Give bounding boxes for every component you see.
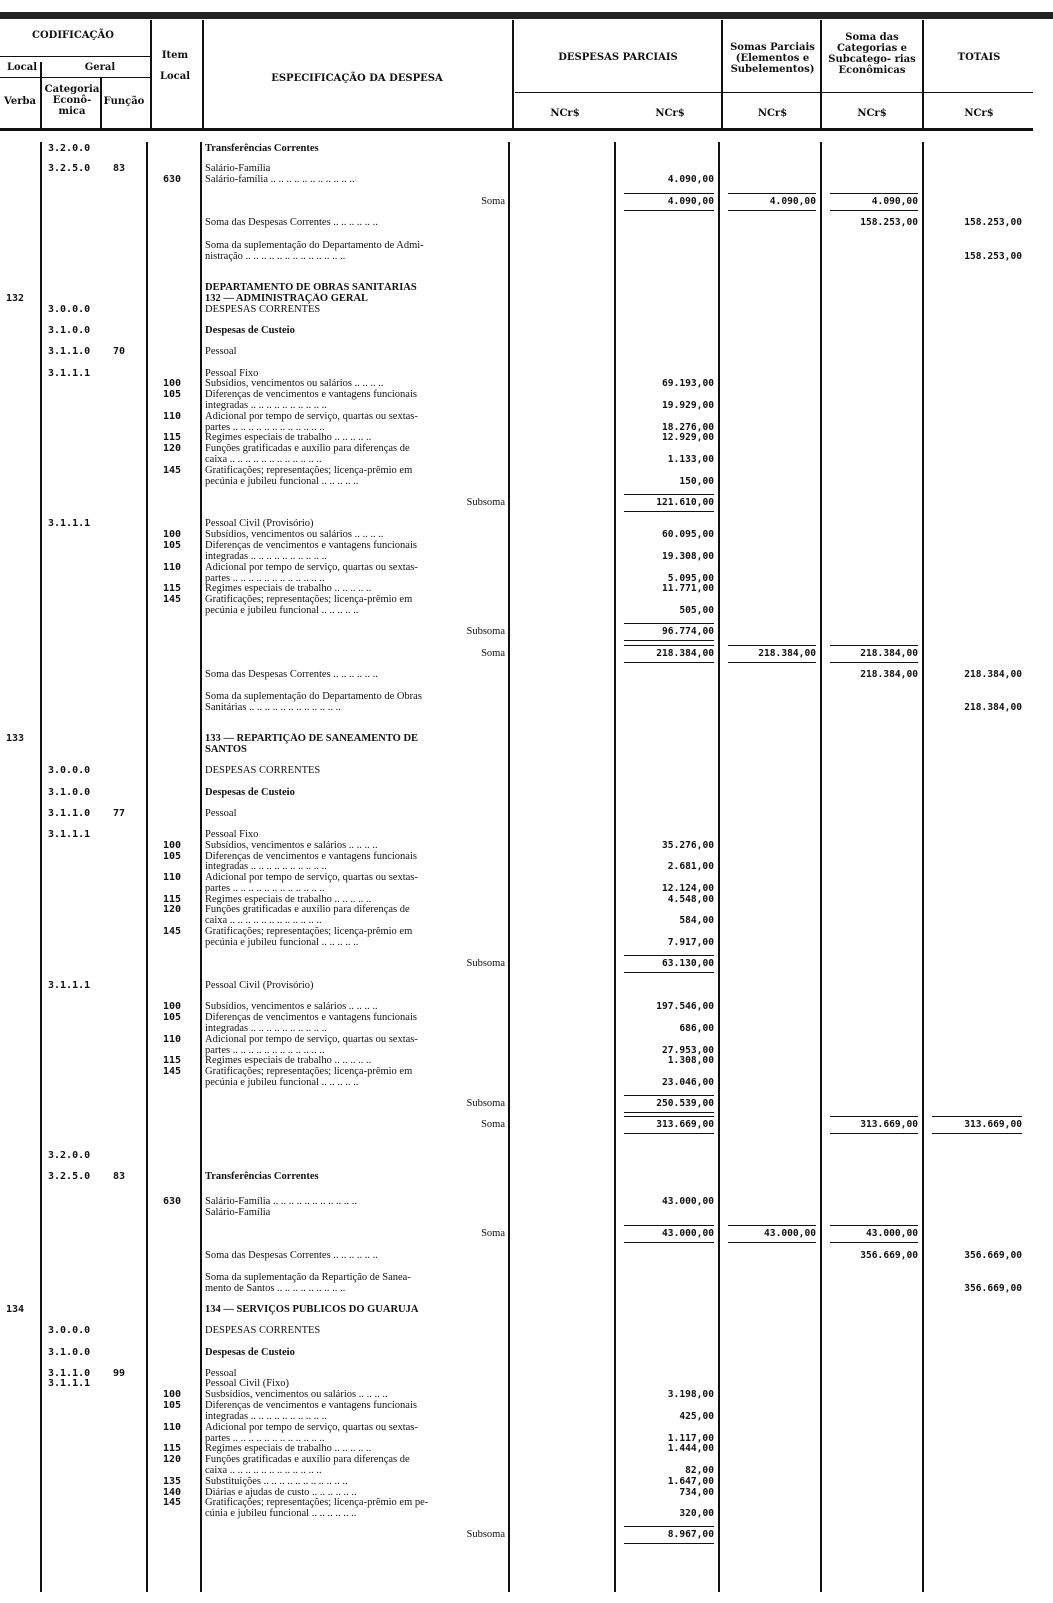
cell-p2: 96.774,00 — [662, 626, 714, 637]
cell-item: 100 — [162, 1001, 182, 1012]
cell-p2: 1.308,00 — [667, 1055, 714, 1066]
header-rule — [515, 92, 1033, 93]
cell-desc: Gratificações; representações; licença-prêmio em — [205, 926, 413, 937]
cell-desc: Salário-Família — [205, 163, 271, 174]
column-rule — [922, 142, 924, 1592]
cell-p2: 250.539,00 — [656, 1098, 714, 1109]
cell-desc: DESPESAS CORRENTES — [205, 1325, 321, 1336]
cell-item: 135 — [162, 1476, 182, 1487]
cell-p2: 3.198,00 — [667, 1389, 714, 1400]
cell-p2: 12.124,00 — [662, 883, 714, 894]
cell-desc: Soma das Despesas Correntes .. .. .. .. .. .. — [205, 217, 378, 228]
cell-desc: cúnia e jubileu funcional .. .. .. .. .. .. — [205, 1508, 357, 1519]
cell-desc: Regimes especiais de trabalho .. .. .. .. .. — [205, 894, 372, 905]
header-especificacao: ESPECIFICAÇÃO DA DESPESA — [271, 73, 443, 84]
cell-verba: 133 — [6, 733, 25, 744]
cell-cat: 3.1.1.0 — [48, 346, 91, 357]
cell-cat: 3.0.0.0 — [48, 1325, 91, 1336]
cell-soma: Subsoma — [466, 497, 505, 508]
cell-p2: 43.000,00 — [662, 1196, 714, 1207]
cell-desc: Funções gratificadas e auxílio para diferenças de — [205, 904, 410, 915]
cell-desc: pecúnia e jubileu funcional .. .. .. .. .. — [205, 1077, 359, 1088]
cell-tot: 313.669,00 — [964, 1119, 1022, 1130]
header-rule — [0, 77, 150, 78]
cell-desc: partes .. .. .. .. .. .. .. .. .. .. .. .. — [205, 883, 325, 894]
cell-p2: 313.669,00 — [656, 1119, 714, 1130]
sum-rule — [728, 1225, 816, 1226]
header-ncr-3: NCr$ — [757, 108, 788, 119]
cell-p2: 35.276,00 — [662, 840, 714, 851]
cell-item: 100 — [162, 378, 182, 389]
cell-desc: Funções gratificadas e auxílio para diferenças de — [205, 443, 410, 454]
cell-desc: Regimes especiais de trabalho .. .. .. .. .. — [205, 1055, 372, 1066]
cell-sc: 4.090,00 — [871, 196, 918, 207]
cell-sc: 158.253,00 — [860, 217, 918, 228]
cell-cat: 3.1.1.1 — [48, 980, 91, 991]
cell-p2: 1.444,00 — [667, 1443, 714, 1454]
cell-soma: Soma — [481, 1228, 505, 1239]
cell-desc: Subsídios, vencimentos ou salários .. .. .. .. — [205, 378, 384, 389]
cell-cat: 3.1.1.1 — [48, 518, 91, 529]
cell-item: 115 — [162, 583, 182, 594]
cell-cat: 3.1.1.0 — [48, 1368, 91, 1379]
cell-soma: Soma — [481, 196, 505, 207]
cell-item: 110 — [162, 872, 182, 883]
cell-desc: Pessoal Civil (Provisório) — [205, 980, 314, 991]
cell-cat: 3.1.1.1 — [48, 829, 91, 840]
header-despesas-parciais: DESPESAS PARCIAIS — [558, 52, 678, 63]
cell-desc: Pessoal Civil (Provisório) — [205, 518, 314, 529]
cell-desc: Salário-Família — [205, 1207, 271, 1218]
cell-item: 105 — [162, 1400, 182, 1411]
cell-p2: 18.276,00 — [662, 422, 714, 433]
sum-rule — [830, 1116, 918, 1117]
sum-rule — [624, 1543, 714, 1544]
sum-rule — [624, 210, 714, 211]
cell-desc: Soma das Despesas Correntes .. .. .. .. .. .. — [205, 1250, 378, 1261]
cell-item: 115 — [162, 1055, 182, 1066]
cell-desc: integradas .. .. .. .. .. .. .. .. .. .. — [205, 861, 327, 872]
cell-item: 145 — [162, 926, 182, 937]
cell-p2: 197.546,00 — [656, 1001, 714, 1012]
sum-rule — [728, 210, 816, 211]
cell-desc: Pessoal Civil (Fixo) — [205, 1378, 290, 1389]
header-totais: TOTAIS — [957, 52, 1001, 63]
sum-rule — [624, 1112, 714, 1113]
column-rule — [100, 77, 102, 128]
sum-rule — [830, 1242, 918, 1243]
header-item: Item — [161, 50, 189, 61]
header-codificacao: CODIFICAÇÃO — [32, 30, 114, 41]
cell-item: 100 — [162, 840, 182, 851]
cell-soma: Subsoma — [466, 626, 505, 637]
cell-desc: caixa .. .. .. .. .. .. .. .. .. .. .. .. — [205, 915, 322, 926]
cell-sp: 4.090,00 — [769, 196, 816, 207]
sum-rule — [830, 1133, 918, 1134]
cell-desc: Regimes especiais de trabalho .. .. .. .. .. — [205, 1443, 372, 1454]
cell-desc: partes .. .. .. .. .. .. .. .. .. .. .. .. — [205, 573, 325, 584]
cell-desc: Adicional por tempo de serviço, quartas ou sextas- — [205, 872, 418, 883]
cell-item: 105 — [162, 389, 182, 400]
cell-cat: 3.1.1.1 — [48, 1378, 91, 1389]
cell-desc: partes .. .. .. .. .. .. .. .. .. .. .. .. — [205, 1045, 325, 1056]
cell-desc: SANTOS — [205, 744, 247, 755]
sum-rule — [624, 662, 714, 663]
sum-rule — [624, 1225, 714, 1226]
cell-desc: Adicional por tempo de serviço, quartas ou sextas- — [205, 1034, 418, 1045]
column-rule — [146, 142, 148, 1592]
cell-fn: 83 — [112, 163, 126, 174]
cell-p2: 121.610,00 — [656, 497, 714, 508]
cell-desc: integradas .. .. .. .. .. .. .. .. .. .. — [205, 400, 327, 411]
cell-item: 105 — [162, 540, 182, 551]
sum-rule — [624, 1526, 714, 1527]
cell-item: 115 — [162, 432, 182, 443]
header-soma-categorias: Soma das Categorias e Subcatego- rias Econômicas — [828, 32, 916, 76]
cell-item: 120 — [162, 1454, 182, 1465]
cell-cat: 3.2.5.0 — [48, 163, 91, 174]
header-local: Local — [6, 62, 38, 73]
cell-desc: Transferências Correntes — [205, 1171, 319, 1182]
cell-p2: 218.384,00 — [656, 648, 714, 659]
cell-desc: Diferenças de vencimentos e vantagens funcionais — [205, 1400, 417, 1411]
cell-desc: Diferenças de vencimentos e vantagens funcionais — [205, 1012, 417, 1023]
cell-p2: 60.095,00 — [662, 529, 714, 540]
cell-desc: pecúnia e jubileu funcional .. .. .. .. .. — [205, 605, 359, 616]
cell-tot: 158.253,00 — [964, 251, 1022, 262]
column-rule — [202, 20, 204, 128]
sum-rule — [728, 193, 816, 194]
cell-desc: mento de Santos .. .. .. .. .. .. .. .. .. — [205, 1283, 346, 1294]
header-ncr-1: NCr$ — [550, 108, 580, 119]
column-rule — [718, 142, 720, 1592]
column-rule — [820, 20, 822, 128]
cell-desc: Regimes especiais de trabalho .. .. .. .. .. — [205, 432, 372, 443]
cell-desc: Pessoal — [205, 1368, 237, 1379]
cell-desc: Gratificações; representações; licença-prêmio em pe- — [205, 1497, 429, 1508]
cell-p2: 4.548,00 — [667, 894, 714, 905]
cell-item: 110 — [162, 411, 182, 422]
cell-tot: 218.384,00 — [964, 702, 1022, 713]
cell-desc: Transferências Correntes — [205, 143, 319, 154]
header-ncr-2: NCr$ — [655, 108, 685, 119]
cell-desc: Diferenças de vencimentos e vantagens funcionais — [205, 389, 417, 400]
column-rule — [150, 20, 152, 128]
cell-desc: Adicional por tempo de serviço, quartas ou sextas- — [205, 562, 418, 573]
cell-cat: 3.2.0.0 — [48, 1150, 91, 1161]
header-categoria: Categoria Econô- mica — [44, 84, 100, 117]
cell-p2: 23.046,00 — [662, 1077, 714, 1088]
sum-rule — [830, 193, 918, 194]
sum-rule — [624, 1242, 714, 1243]
sum-rule — [830, 645, 918, 646]
cell-verba: 134 — [6, 1304, 25, 1315]
cell-item: 105 — [162, 851, 182, 862]
cell-p2: 63.130,00 — [662, 958, 714, 969]
cell-desc: 132 — ADMINISTRAÇÃO GERAL — [205, 293, 369, 304]
cell-item: 110 — [162, 1034, 182, 1045]
cell-desc: partes .. .. .. .. .. .. .. .. .. .. .. .. — [205, 422, 325, 433]
cell-item: 105 — [162, 1012, 182, 1023]
cell-verba: 132 — [6, 293, 25, 304]
cell-desc: Salário-família .. .. .. .. .. .. .. .. .. .. .. — [205, 174, 355, 185]
sum-rule — [932, 1133, 1022, 1134]
cell-desc: pecúnia e jubileu funcional .. .. .. .. .. — [205, 937, 359, 948]
sum-rule — [624, 511, 714, 512]
cell-fn: 83 — [112, 1171, 126, 1182]
column-rule — [922, 20, 924, 128]
cell-p2: 425,00 — [679, 1411, 714, 1422]
cell-desc: 134 — SERVIÇOS PÚBLICOS DO GUARUJÁ — [205, 1304, 419, 1315]
cell-p2: 734,00 — [679, 1487, 714, 1498]
cell-p2: 8.967,00 — [667, 1529, 714, 1540]
cell-p2: 686,00 — [679, 1023, 714, 1034]
cell-desc: Funções gratificadas e auxílio para diferenças de — [205, 1454, 410, 1465]
cell-sc: 218.384,00 — [860, 669, 918, 680]
cell-desc: Diferenças de vencimentos e vantagens funcionais — [205, 540, 417, 551]
sum-rule — [624, 1095, 714, 1096]
sum-rule — [830, 662, 918, 663]
sum-rule — [624, 645, 714, 646]
cell-desc: caixa .. .. .. .. .. .. .. .. .. .. .. .. — [205, 1465, 322, 1476]
header-verba: Verba — [4, 96, 36, 107]
cell-cat: 3.0.0.0 — [48, 304, 91, 315]
cell-p2: 1.133,00 — [667, 454, 714, 465]
cell-desc: Sanitárias .. .. .. .. .. .. .. .. .. .. .. .. — [205, 702, 341, 713]
cell-desc: Despesas de Custeio — [205, 325, 295, 336]
sum-rule — [624, 193, 714, 194]
cell-p2: 43.000,00 — [662, 1228, 714, 1239]
header-bottom-rule — [0, 128, 1033, 131]
cell-item: 140 — [162, 1487, 182, 1498]
cell-sc: 218.384,00 — [860, 648, 918, 659]
cell-fn: 99 — [112, 1368, 126, 1379]
cell-cat: 3.1.0.0 — [48, 787, 91, 798]
cell-item: 145 — [162, 1066, 182, 1077]
sum-rule — [932, 1116, 1022, 1117]
cell-desc: Substituições .. .. .. .. .. .. .. .. .. .. .. — [205, 1476, 348, 1487]
cell-p2: 11.771,00 — [662, 583, 714, 594]
cell-desc: Soma da suplementação do Departamento de Obras — [205, 691, 422, 702]
cell-desc: nistração .. .. .. .. .. .. .. .. .. .. .. .. .. — [205, 251, 346, 262]
cell-item: 110 — [162, 562, 182, 573]
cell-sp: 43.000,00 — [764, 1228, 816, 1239]
cell-item: 630 — [162, 1196, 182, 1207]
cell-soma: Subsoma — [466, 1098, 505, 1109]
column-rule — [200, 142, 202, 1592]
column-rule — [40, 142, 42, 1592]
cell-p2: 19.929,00 — [662, 400, 714, 411]
sum-rule — [624, 955, 714, 956]
cell-desc: Gratificações; representações; licença-prêmio em — [205, 465, 413, 476]
cell-item: 100 — [162, 529, 182, 540]
cell-desc: partes .. .. .. .. .. .. .. .. .. .. .. .. — [205, 1433, 325, 1444]
cell-p2: 4.090,00 — [667, 174, 714, 185]
cell-soma: Subsoma — [466, 958, 505, 969]
cell-desc: Salário-Família .. .. .. .. .. .. .. .. .. .. .. — [205, 1196, 357, 1207]
cell-tot: 158.253,00 — [964, 217, 1022, 228]
cell-desc: DESPESAS CORRENTES — [205, 304, 321, 315]
cell-p2: 320,00 — [679, 1508, 714, 1519]
cell-p2: 584,00 — [679, 915, 714, 926]
cell-desc: caixa .. .. .. .. .. .. .. .. .. .. .. .. — [205, 454, 322, 465]
top-rule — [0, 12, 1053, 19]
sum-rule — [728, 645, 816, 646]
cell-p2: 4.090,00 — [667, 196, 714, 207]
cell-desc: Adicional por tempo de serviço, quartas ou sextas- — [205, 1422, 418, 1433]
cell-item: 145 — [162, 465, 182, 476]
sum-rule — [830, 1225, 918, 1226]
cell-desc: integradas .. .. .. .. .. .. .. .. .. .. — [205, 551, 327, 562]
cell-desc: Diferenças de vencimentos e vantagens funcionais — [205, 851, 417, 862]
cell-sp: 218.384,00 — [758, 648, 816, 659]
cell-desc: Pessoal Fixo — [205, 368, 259, 379]
cell-desc: Adicional por tempo de serviço, quartas ou sextas- — [205, 411, 418, 422]
cell-desc: Subsídios, vencimentos e salários .. .. .. .. — [205, 1001, 378, 1012]
sum-rule — [624, 494, 714, 495]
cell-item: 110 — [162, 1422, 182, 1433]
cell-desc: Pessoal Fixo — [205, 829, 259, 840]
cell-cat: 3.1.0.0 — [48, 1347, 91, 1358]
cell-desc: Pessoal — [205, 808, 237, 819]
cell-desc: Diárias e ajudas de custo .. .. .. .. .. .. — [205, 1487, 357, 1498]
cell-item: 120 — [162, 904, 182, 915]
cell-p2: 2.681,00 — [667, 861, 714, 872]
column-rule — [512, 20, 514, 128]
column-rule — [40, 62, 42, 128]
cell-desc: Regimes especiais de trabalho .. .. .. .. .. — [205, 583, 372, 594]
cell-desc: integradas .. .. .. .. .. .. .. .. .. .. — [205, 1411, 327, 1422]
cell-desc: pecúnia e jubileu funcional .. .. .. .. .. — [205, 476, 359, 487]
header-geral: Geral — [84, 62, 116, 73]
cell-item: 115 — [162, 894, 182, 905]
header-somas-parciais: Somas Parciais (Elementos e Subelementos) — [730, 42, 815, 75]
cell-soma: Subsoma — [466, 1529, 505, 1540]
cell-p2: 1.647,00 — [667, 1476, 714, 1487]
cell-p2: 27.953,00 — [662, 1045, 714, 1056]
cell-sc: 43.000,00 — [866, 1228, 918, 1239]
sum-rule — [624, 640, 714, 641]
cell-cat: 3.2.5.0 — [48, 1171, 91, 1182]
cell-p2: 1.117,00 — [667, 1433, 714, 1444]
cell-desc: Gratificações; representações; licença-prêmio em — [205, 1066, 413, 1077]
cell-p2: 5.095,00 — [667, 573, 714, 584]
column-rule — [508, 142, 510, 1592]
cell-fn: 70 — [112, 346, 126, 357]
cell-item: 630 — [162, 174, 182, 185]
cell-soma: Soma — [481, 1119, 505, 1130]
cell-item: 145 — [162, 1497, 182, 1508]
cell-p2: 19.308,00 — [662, 551, 714, 562]
cell-desc: Despesas de Custeio — [205, 787, 295, 798]
sum-rule — [624, 1133, 714, 1134]
cell-tot: 218.384,00 — [964, 669, 1022, 680]
cell-sc: 313.669,00 — [860, 1119, 918, 1130]
cell-tot: 356.669,00 — [964, 1283, 1022, 1294]
cell-item: 145 — [162, 594, 182, 605]
cell-desc: Susbsídios, vencimentos ou salários .. .. .. .. — [205, 1389, 388, 1400]
cell-desc: Soma das Despesas Correntes .. .. .. .. .. .. — [205, 669, 378, 680]
column-rule — [820, 142, 822, 1592]
cell-item: 115 — [162, 1443, 182, 1454]
cell-cat: 3.1.0.0 — [48, 325, 91, 336]
cell-p2: 69.193,00 — [662, 378, 714, 389]
cell-cat: 3.0.0.0 — [48, 765, 91, 776]
cell-p2: 505,00 — [679, 605, 714, 616]
column-rule — [721, 20, 723, 128]
header-ncr-4: NCr$ — [857, 108, 887, 119]
header-ncr-5: NCr$ — [964, 108, 994, 119]
cell-desc: 133 — REPARTIÇÃO DE SANEAMENTO DE — [205, 733, 419, 744]
cell-cat: 3.2.0.0 — [48, 143, 91, 154]
cell-fn: 77 — [112, 808, 126, 819]
cell-desc: Gratificações; representações; licença-prêmio em — [205, 594, 413, 605]
cell-p2: 12.929,00 — [662, 432, 714, 443]
header-item-local: Local — [159, 71, 191, 82]
cell-desc: DEPARTAMENTO DE OBRAS SANITÁRIAS — [205, 282, 417, 293]
cell-p2: 150,00 — [679, 476, 714, 487]
cell-sc: 356.669,00 — [860, 1250, 918, 1261]
cell-soma: Soma — [481, 648, 505, 659]
sum-rule — [830, 210, 918, 211]
cell-desc: Despesas de Custeio — [205, 1347, 295, 1358]
cell-desc: integradas .. .. .. .. .. .. .. .. .. .. — [205, 1023, 327, 1034]
cell-p2: 7.917,00 — [667, 937, 714, 948]
header-funcao: Função — [103, 96, 145, 107]
cell-cat: 3.1.1.0 — [48, 808, 91, 819]
cell-p2: 82,00 — [685, 1465, 714, 1476]
cell-desc: Subsídios, vencimentos ou salários .. .. .. .. — [205, 529, 384, 540]
cell-desc: Pessoal — [205, 346, 237, 357]
cell-tot: 356.669,00 — [964, 1250, 1022, 1261]
cell-desc: Subsídios, vencimentos e salários .. .. .. .. — [205, 840, 378, 851]
cell-item: 100 — [162, 1389, 182, 1400]
sum-rule — [728, 662, 816, 663]
cell-desc: Soma da suplementação da Repartição de Sanea- — [205, 1272, 411, 1283]
cell-cat: 3.1.1.1 — [48, 368, 91, 379]
sum-rule — [624, 1116, 714, 1117]
sum-rule — [624, 972, 714, 973]
cell-desc: Soma da suplementação do Departamento de Admi- — [205, 240, 424, 251]
cell-item: 120 — [162, 443, 182, 454]
sum-rule — [728, 1242, 816, 1243]
header-rule — [0, 56, 150, 57]
sum-rule — [624, 623, 714, 624]
cell-desc: DESPESAS CORRENTES — [205, 765, 321, 776]
